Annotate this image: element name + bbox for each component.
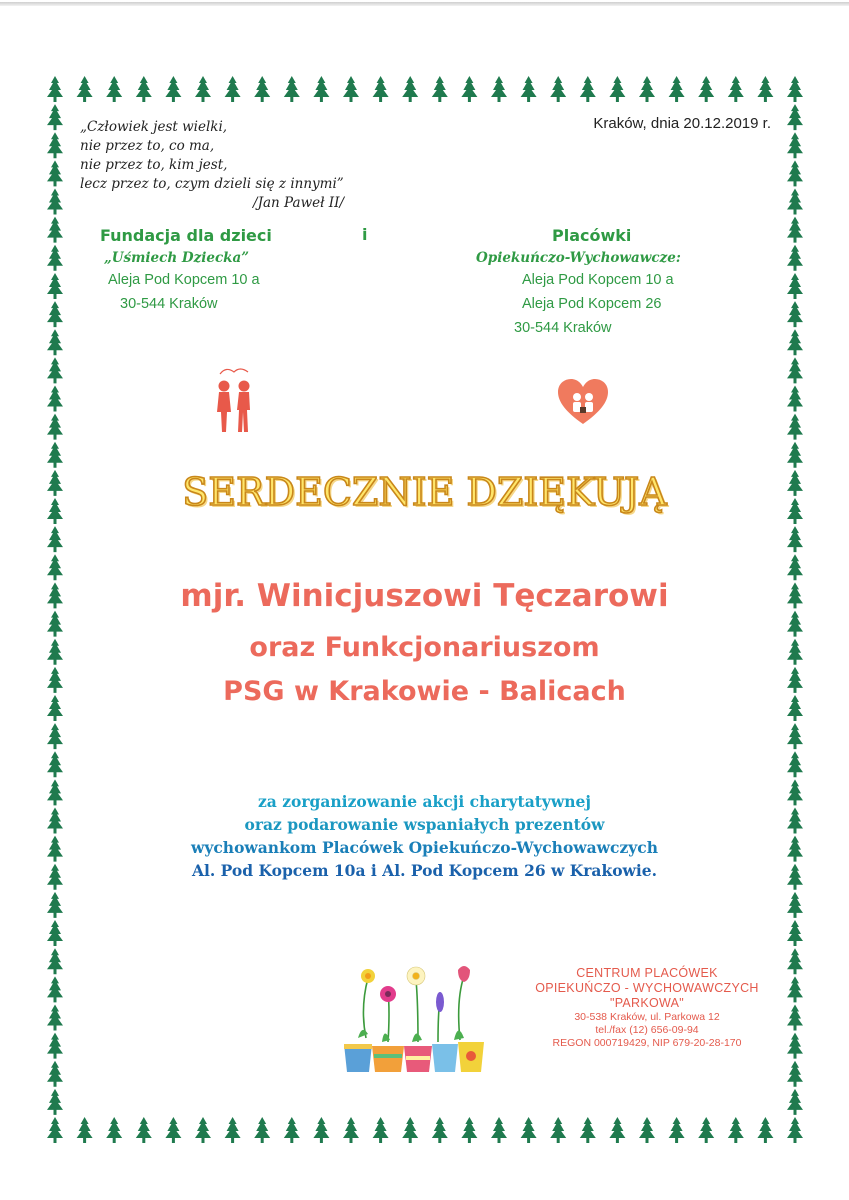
org-right-address-line: Aleja Pod Kopcem 26 bbox=[522, 296, 662, 312]
org-right-address-line: Aleja Pod Kopcem 10 a bbox=[522, 272, 674, 288]
pine-tree-icon bbox=[47, 442, 63, 468]
quote-line: nie przez to, kim jest, bbox=[80, 157, 228, 173]
flower-pots-illustration bbox=[338, 958, 488, 1076]
pine-tree-icon bbox=[787, 357, 803, 383]
pine-tree-icon bbox=[787, 329, 803, 355]
pine-tree-icon bbox=[787, 554, 803, 580]
pine-tree-icon bbox=[47, 1004, 63, 1030]
stamp-detail: REGON 000719429, NIP 679-20-28-170 bbox=[552, 1037, 742, 1049]
pine-tree-icon bbox=[47, 554, 63, 580]
org-right-address-line: 30-544 Kraków bbox=[514, 320, 612, 336]
pine-tree-icon bbox=[787, 1089, 803, 1115]
pine-tree-icon bbox=[225, 1117, 241, 1143]
scan-edge bbox=[0, 2, 849, 6]
pine-tree-icon bbox=[165, 76, 181, 102]
document-date: Kraków, dnia 20.12.2019 r. bbox=[593, 115, 771, 132]
pine-tree-icon bbox=[47, 1117, 63, 1143]
org-left-title: Fundacja dla dzieci bbox=[100, 226, 272, 245]
org-left-subtitle: „Uśmiech Dziecka” bbox=[104, 250, 250, 266]
pine-tree-icon bbox=[313, 76, 329, 102]
pine-tree-icon bbox=[47, 414, 63, 440]
pine-tree-icon bbox=[254, 76, 270, 102]
pine-tree-icon bbox=[521, 76, 537, 102]
children-logo-icon bbox=[210, 364, 260, 438]
pine-tree-icon bbox=[787, 526, 803, 552]
pine-tree-icon bbox=[47, 245, 63, 271]
pine-tree-icon bbox=[787, 160, 803, 186]
org-left bbox=[100, 224, 340, 316]
pine-tree-icon bbox=[609, 1117, 625, 1143]
quote-block bbox=[80, 118, 380, 213]
pine-tree-icon bbox=[47, 132, 63, 158]
pine-tree-icon bbox=[313, 1117, 329, 1143]
pine-tree-icon bbox=[106, 1117, 122, 1143]
pine-tree-icon bbox=[47, 189, 63, 215]
pine-tree-icon bbox=[787, 1117, 803, 1143]
pine-tree-icon bbox=[284, 1117, 300, 1143]
pine-tree-icon bbox=[787, 892, 803, 918]
stamp-line: OPIEKUŃCZO - WYCHOWAWCZYCH bbox=[535, 981, 759, 995]
quote-author: /Jan Paweł II/ bbox=[253, 195, 344, 211]
org-right-subtitle: Opiekuńczo-Wychowawcze: bbox=[476, 250, 681, 266]
pine-tree-icon bbox=[373, 1117, 389, 1143]
pine-tree-icon bbox=[136, 76, 152, 102]
pine-tree-icon bbox=[787, 414, 803, 440]
pine-tree-icon bbox=[47, 385, 63, 411]
pine-tree-icon bbox=[787, 273, 803, 299]
quote-line: „Człowiek jest wielki, bbox=[80, 119, 228, 135]
institution-stamp bbox=[522, 966, 772, 1050]
pine-tree-icon bbox=[580, 1117, 596, 1143]
pine-tree-icon bbox=[343, 76, 359, 102]
pine-tree-icon bbox=[491, 76, 507, 102]
pine-tree-icon bbox=[225, 76, 241, 102]
org-right-title: Placówki bbox=[552, 226, 632, 245]
pine-tree-icon bbox=[47, 160, 63, 186]
pine-tree-icon bbox=[47, 357, 63, 383]
pine-tree-icon bbox=[47, 751, 63, 777]
pine-tree-icon bbox=[639, 1117, 655, 1143]
pine-tree-icon bbox=[402, 76, 418, 102]
pine-tree-icon bbox=[698, 76, 714, 102]
pine-tree-icon bbox=[373, 76, 389, 102]
pine-tree-icon bbox=[609, 76, 625, 102]
pine-tree-icon bbox=[550, 1117, 566, 1143]
pine-tree-icon bbox=[432, 1117, 448, 1143]
pine-tree-icon bbox=[787, 723, 803, 749]
pine-tree-icon bbox=[432, 76, 448, 102]
pine-tree-icon bbox=[521, 1117, 537, 1143]
pine-tree-icon bbox=[550, 76, 566, 102]
pine-tree-icon bbox=[136, 1117, 152, 1143]
reason-text bbox=[0, 790, 849, 882]
pine-tree-icon bbox=[728, 1117, 744, 1143]
stamp-line: CENTRUM PLACÓWEK bbox=[576, 966, 718, 980]
pine-tree-icon bbox=[47, 723, 63, 749]
pine-tree-icon bbox=[787, 1033, 803, 1059]
pine-tree-icon bbox=[787, 301, 803, 327]
quote-line: lecz przez to, czym dzieli się z innymi” bbox=[80, 176, 344, 192]
pine-tree-icon bbox=[47, 892, 63, 918]
reason-line: oraz podarowanie wspaniałych prezentów bbox=[244, 815, 605, 834]
honoree-group: oraz Funkcjonariuszom bbox=[249, 632, 600, 663]
pine-tree-icon bbox=[787, 132, 803, 158]
pine-tree-icon bbox=[787, 442, 803, 468]
pine-tree-icon bbox=[580, 76, 596, 102]
heart-logo-icon bbox=[556, 378, 610, 426]
pine-tree-icon bbox=[47, 76, 63, 102]
pine-tree-icon bbox=[47, 1089, 63, 1115]
pine-tree-icon bbox=[47, 948, 63, 974]
pine-tree-icon bbox=[787, 189, 803, 215]
pine-tree-icon bbox=[47, 104, 63, 130]
pine-tree-icon bbox=[47, 217, 63, 243]
pine-tree-icon bbox=[757, 1117, 773, 1143]
reason-line: wychowankom Placówek Opiekuńczo-Wychowawczych bbox=[191, 838, 658, 857]
pine-tree-icon bbox=[343, 1117, 359, 1143]
pine-tree-icon bbox=[47, 329, 63, 355]
stamp-line: "PARKOWA" bbox=[609, 996, 685, 1010]
pine-tree-icon bbox=[47, 1033, 63, 1059]
pine-tree-icon bbox=[47, 976, 63, 1002]
pine-tree-icon bbox=[106, 76, 122, 102]
pine-tree-icon bbox=[47, 301, 63, 327]
pine-tree-icon bbox=[787, 976, 803, 1002]
reason-line: za zorganizowanie akcji charytatywnej bbox=[257, 792, 591, 811]
stamp-detail: tel./fax (12) 656-09-94 bbox=[595, 1024, 699, 1036]
pine-tree-icon bbox=[47, 1061, 63, 1087]
honoree-unit: PSG w Krakowie - Balicach bbox=[223, 676, 626, 707]
pine-tree-icon bbox=[402, 1117, 418, 1143]
pine-tree-icon bbox=[728, 76, 744, 102]
pine-tree-icon bbox=[195, 1117, 211, 1143]
pine-tree-icon bbox=[787, 104, 803, 130]
pine-tree-icon bbox=[787, 948, 803, 974]
honoree-name: mjr. Winicjuszowi Tęczarowi bbox=[180, 578, 669, 614]
pine-tree-icon bbox=[787, 1004, 803, 1030]
pine-tree-icon bbox=[787, 920, 803, 946]
pine-tree-icon bbox=[491, 1117, 507, 1143]
pine-tree-icon bbox=[77, 76, 93, 102]
pine-tree-icon bbox=[639, 76, 655, 102]
pine-tree-icon bbox=[47, 920, 63, 946]
headline: SERDECZNIE DZIĘKUJĄ bbox=[182, 470, 667, 514]
pine-tree-icon bbox=[757, 76, 773, 102]
pine-tree-icon bbox=[698, 1117, 714, 1143]
org-left-address-line: 30-544 Kraków bbox=[120, 296, 218, 312]
org-right bbox=[470, 224, 750, 340]
pine-tree-icon bbox=[787, 385, 803, 411]
pine-tree-icon bbox=[461, 76, 477, 102]
pine-tree-icon bbox=[787, 217, 803, 243]
pine-tree-icon bbox=[787, 76, 803, 102]
pine-tree-icon bbox=[254, 1117, 270, 1143]
pine-tree-icon bbox=[47, 273, 63, 299]
org-left-address-line: Aleja Pod Kopcem 10 a bbox=[108, 272, 260, 288]
stamp-detail: 30-538 Kraków, ul. Parkowa 12 bbox=[574, 1011, 720, 1023]
reason-line: Al. Pod Kopcem 10a i Al. Pod Kopcem 26 w Krakowie. bbox=[191, 861, 658, 880]
quote-line: nie przez to, co ma, bbox=[80, 138, 215, 154]
pine-tree-icon bbox=[669, 1117, 685, 1143]
pine-tree-icon bbox=[461, 1117, 477, 1143]
pine-tree-icon bbox=[47, 526, 63, 552]
pine-tree-icon bbox=[195, 76, 211, 102]
pine-tree-icon bbox=[284, 76, 300, 102]
pine-tree-icon bbox=[787, 751, 803, 777]
pine-tree-icon bbox=[77, 1117, 93, 1143]
pine-tree-icon bbox=[165, 1117, 181, 1143]
pine-tree-icon bbox=[787, 1061, 803, 1087]
pine-tree-icon bbox=[787, 245, 803, 271]
conjunction: i bbox=[362, 225, 368, 244]
pine-tree-icon bbox=[669, 76, 685, 102]
